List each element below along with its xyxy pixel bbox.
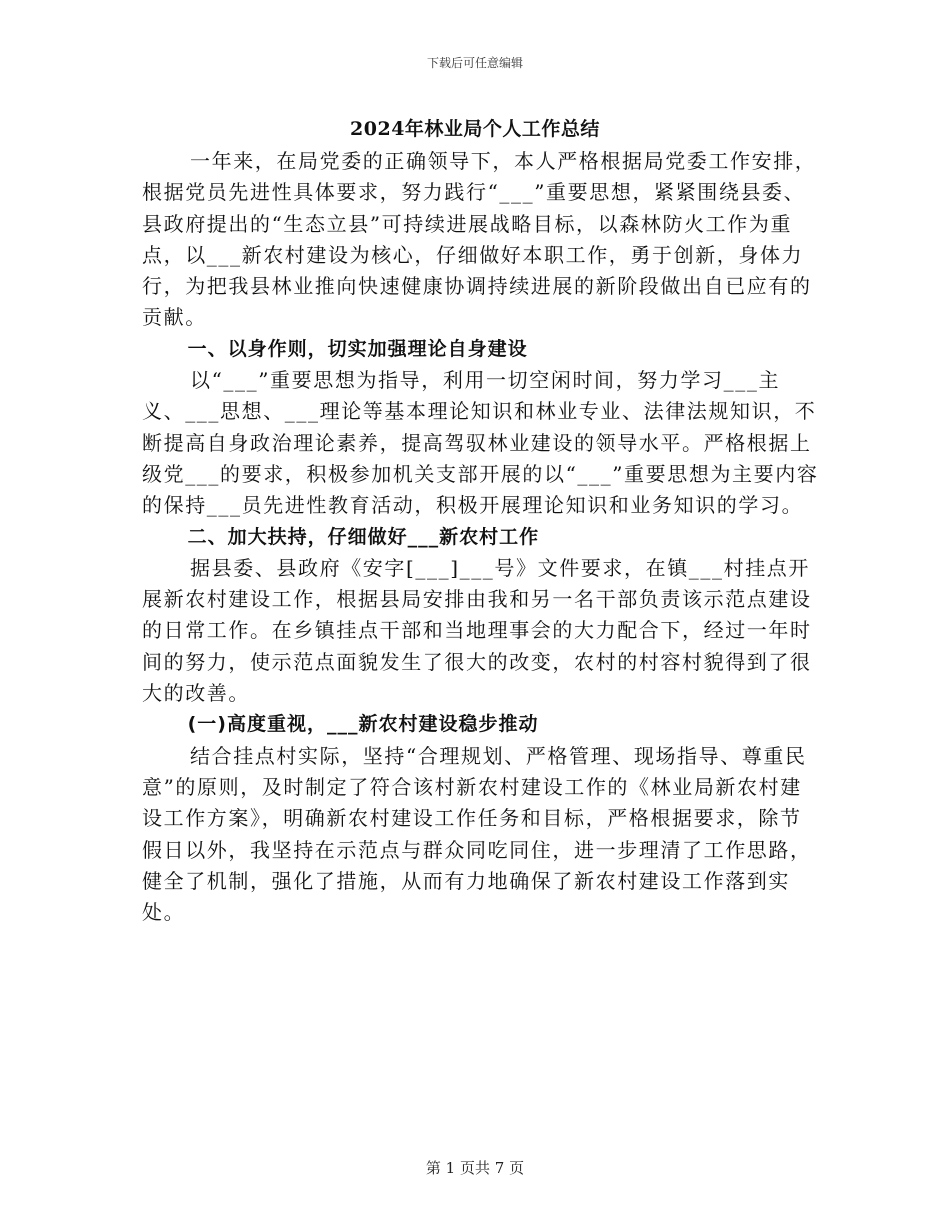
- section-2-paragraph: 据县委、县政府《安字[___]___号》文件要求，在镇___村挂点开展新农村建设工作，根据县局安排由我和另一名干部负责该示范点建设的日常工作。在乡镇挂点干部和当地理事会的大力配合下，经过一年时间的努力，使示范点面貌发生了很大的改变，农村的村容村貌得到了很大的改善。: [142, 555, 812, 706]
- intro-paragraph: 一年来，在局党委的正确领导下，本人严格根据局党委工作安排，根据党员先进性具体要求，努力践行“___”重要思想，紧紧围绕县委、县政府提出的“生态立县”可持续进展战略目标，以森林防火工作为重点，以___新农村建设为核心，仔细做好本职工作，勇于创新，身体力行，为把我县林业推向快速健康协调持续进展的新阶段做出自已应有的贡献。: [142, 149, 817, 330]
- section-1-paragraph: 以“___”重要思想为指导，利用一切空闲时间，努力学习___主义、___思想、___理论等基本理论知识和林业专业、法律法规知识，不断提高自身政治理论素养，提高驾驭林业建设的领导水平。严格根据上级党___的要求，积极参加机关支部开展的以“___”重要思想为主要内容的保持___员先进性教育活动，积极开展理论知识和业务知识的学习。: [142, 368, 819, 518]
- subsection-1-heading: (一)高度重视，___新农村建设稳步推动: [187, 713, 539, 736]
- page-header-note: 下载后可任意编辑: [426, 56, 523, 70]
- page-number: 第 1 页共 7 页: [425, 1159, 525, 1177]
- document-body: [142, 146, 822, 928]
- document-title: 2024年林业局个人工作总结: [350, 118, 600, 140]
- section-2-heading: 二、加大扶持，仔细做好___新农村工作: [187, 525, 540, 548]
- section-1-heading: 一、以身作则，切实加强理论自身建设: [187, 337, 528, 360]
- subsection-1-paragraph: 结合挂点村实际，坚持“合理规划、严格管理、现场指导、尊重民意”的原则，及时制定了符合该村新农村建设工作的《林业局新农村建设工作方案》，明确新农村建设工作任务和目标，严格根据要求，除节假日以外，我坚持在示范点与群众同吃同住，进一步理清了工作思路，健全了机制，强化了措施，从而有力地确保了新农村建设工作落到实处。: [142, 743, 812, 925]
